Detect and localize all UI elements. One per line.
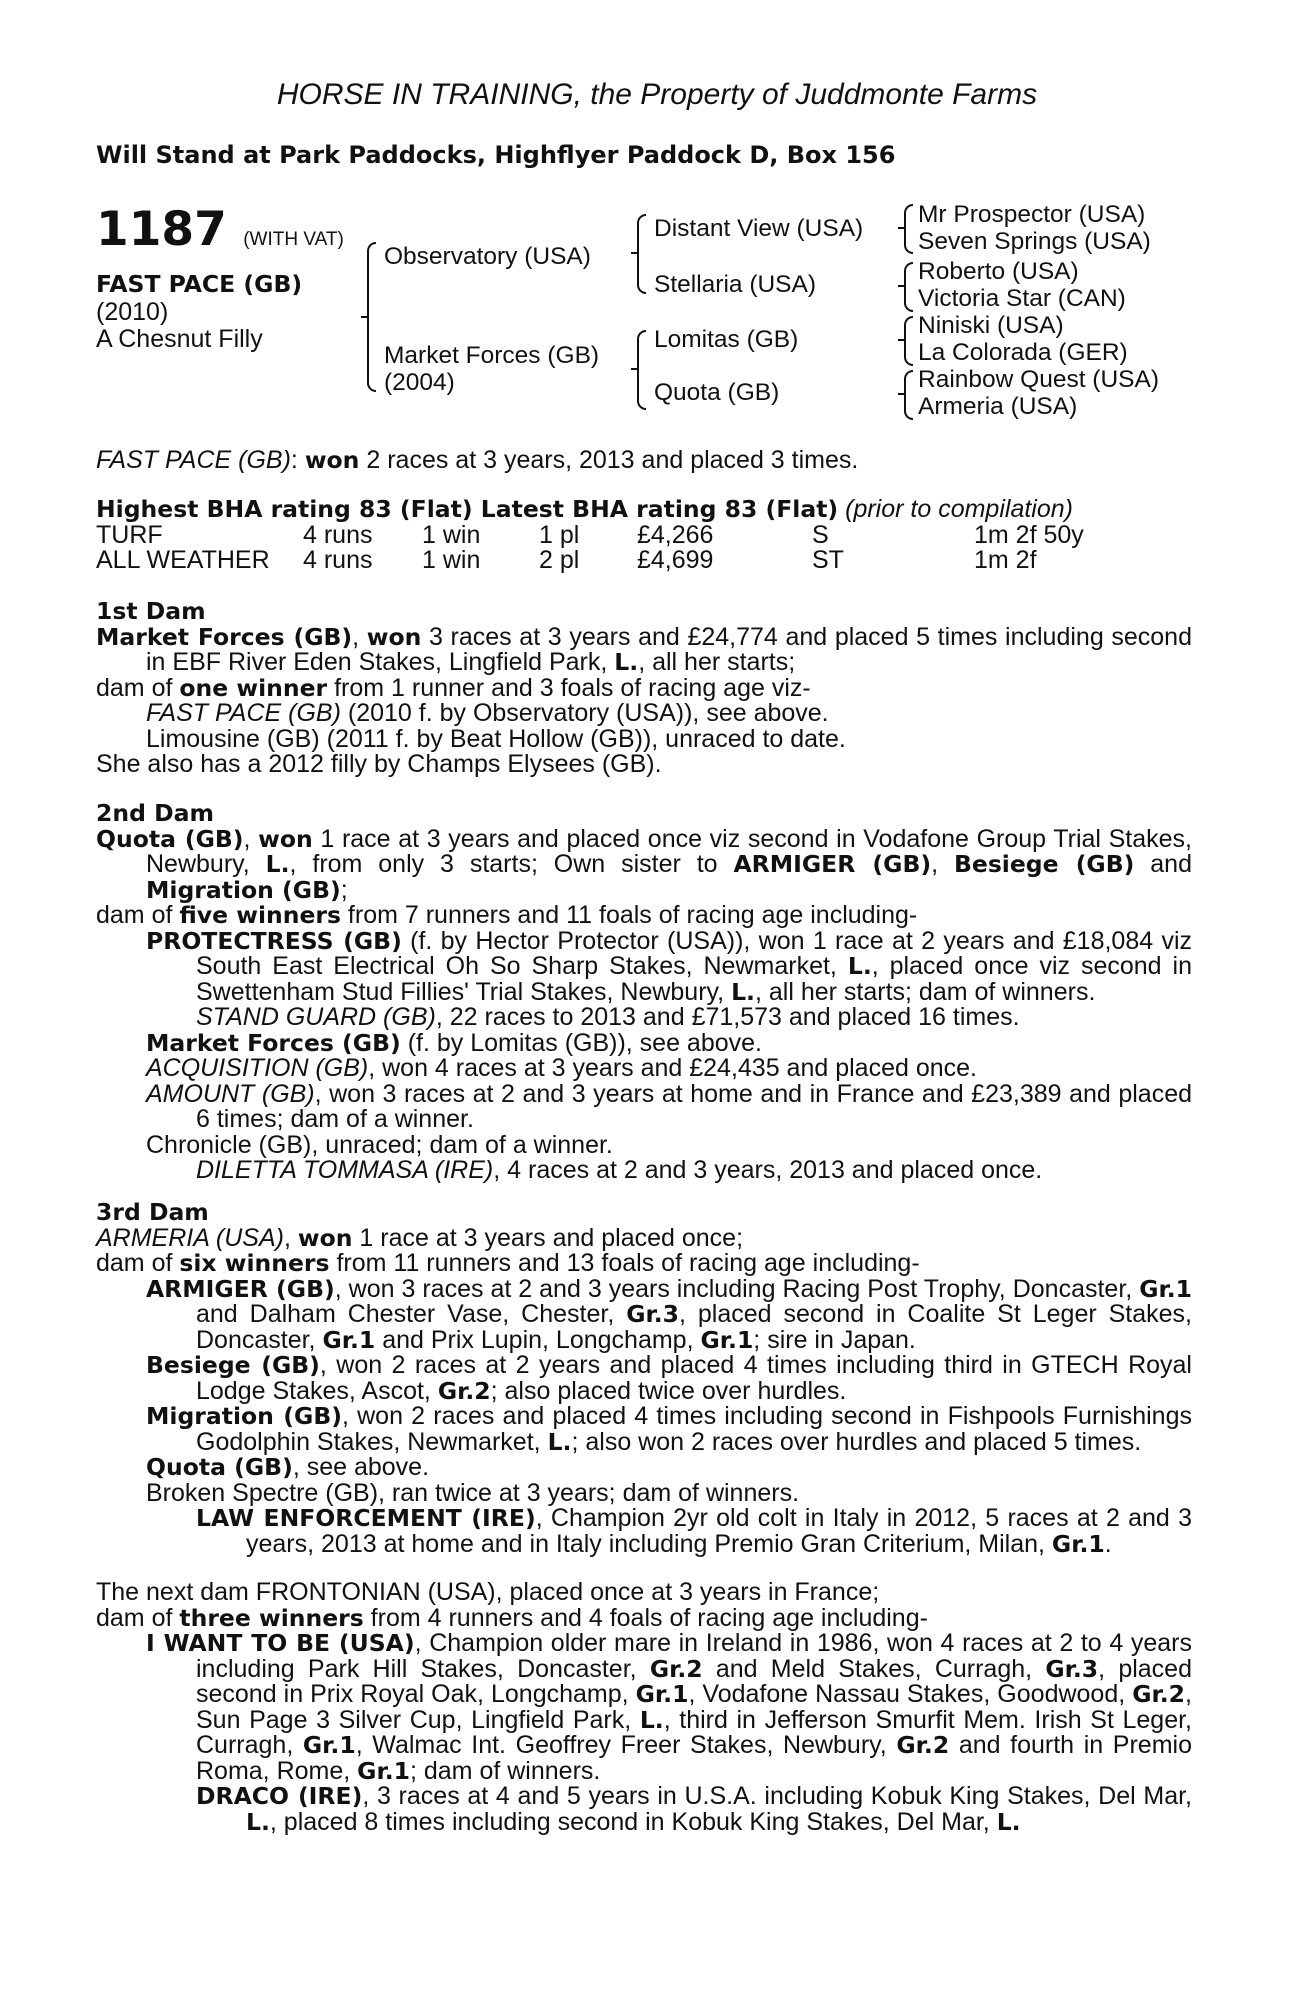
summary-won: won xyxy=(304,446,360,474)
perf-placed: 2 pl xyxy=(539,545,580,574)
text-run: , all her starts; xyxy=(638,648,796,676)
perf-runs: 4 runs xyxy=(303,520,373,549)
text-run: 3 races at 3 years and £24,774 and placed 5 times including second in EBF River Eden Stakes, Lingfield Park, xyxy=(146,622,1192,676)
text-run: from 4 runners and 4 foals of racing age including- xyxy=(363,1603,928,1632)
brace-gen3-3-mid xyxy=(898,339,905,341)
bold-text: ARMIGER (GB) xyxy=(733,850,932,878)
perf-surface: TURF xyxy=(96,520,163,549)
produce-item xyxy=(96,1056,1192,1082)
brace-gen3-4 xyxy=(904,370,913,420)
produce-item xyxy=(96,1404,1192,1455)
bold-text: L. xyxy=(847,952,872,980)
italic-text: ACQUISITION (GB) xyxy=(146,1054,369,1082)
perf-placed: 1 pl xyxy=(539,520,580,549)
produce-item xyxy=(96,1455,1192,1481)
text-run: dam of xyxy=(96,1249,180,1277)
brace-gen1 xyxy=(367,242,376,392)
text-run: and xyxy=(1134,850,1192,878)
text-run: , 3 races at 4 and 5 years in U.S.A. including Kobuk King Stakes, Del Mar, xyxy=(362,1782,1193,1810)
produce-item xyxy=(96,1274,1192,1354)
text-run: (f. by Hector Protector (USA)), won 1 race at 2 years and £18,084 viz South East Electrical Oh So Sharp Stakes, Newmarket, xyxy=(196,926,1192,980)
produce-item xyxy=(96,1028,1192,1057)
text-run: , see above. xyxy=(292,1453,430,1481)
brace-gen3-4-mid xyxy=(898,393,905,395)
text-run: , won 2 races and placed 4 times including second in Fishpools Furnishings Godolphin Stakes, Newmarket, xyxy=(196,1402,1192,1456)
second-dam-section xyxy=(96,801,1192,1184)
produce-item xyxy=(96,701,1192,727)
next-dam-section xyxy=(96,1580,1192,1835)
horse-year: (2010) xyxy=(96,298,169,326)
bold-text: LAW ENFORCEMENT (IRE) xyxy=(196,1504,536,1532)
pedigree-gen3-6: La Colorada (GER) xyxy=(918,339,1128,366)
brace-gen3-1-mid xyxy=(898,227,905,229)
bold-text: five winners xyxy=(179,901,341,929)
bold-text: won xyxy=(297,1223,353,1252)
bold-text: Gr.1 xyxy=(322,1325,376,1354)
text-run: 1 race at 3 years and placed once; xyxy=(352,1223,744,1252)
dam-record xyxy=(96,622,1192,676)
bold-text: Besiege (GB) xyxy=(953,850,1135,878)
pedigree-gen3-4: Victoria Star (CAN) xyxy=(918,285,1126,312)
bold-text: three winners xyxy=(179,1603,364,1632)
bold-text: Migration (GB) xyxy=(146,1402,342,1430)
text-run: , Sun Page 3 Silver Cup, Lingfield Park, xyxy=(196,1680,1192,1734)
bold-text: Gr.2 xyxy=(896,1731,950,1759)
produce-item xyxy=(96,1631,1192,1784)
summary-text: 2 races at 3 years, 2013 and placed 3 times. xyxy=(366,446,859,474)
perf-wins: 1 win xyxy=(422,520,481,549)
pedigree-gen3-5: Niniski (USA) xyxy=(918,312,1064,339)
summary-horse-name: FAST PACE (GB) xyxy=(96,446,291,474)
pedigree-dam-sire: Lomitas (GB) xyxy=(654,326,799,353)
pedigree-gen3-2: Seven Springs (USA) xyxy=(918,228,1151,255)
text-run: , Champion 2yr old colt in Italy in 2012, 5 races at 2 and 3 years, 2013 at home and in Italy including Premio Gran Criterium, Milan, xyxy=(246,1504,1192,1558)
italic-text: STAND GUARD (GB) xyxy=(196,1003,436,1031)
italic-text: ARMERIA (USA) xyxy=(96,1223,284,1252)
pedigree-gen3-8: Armeria (USA) xyxy=(918,393,1078,420)
pedigree-sire-dam: Stellaria (USA) xyxy=(654,271,817,298)
race-summary: FAST PACE (GB): won 2 races at 3 years, 2013 and placed 3 times. xyxy=(96,446,859,474)
pedigree-gen3-1: Mr Prospector (USA) xyxy=(918,201,1146,228)
produce-item: Limousine (GB) (2011 f. by Beat Hollow (GB)), unraced to date. xyxy=(146,724,846,753)
pedigree-dam-dam: Quota (GB) xyxy=(654,379,780,406)
text-run: , placed 8 times including second in Kobuk King Stakes, Del Mar, xyxy=(269,1807,997,1836)
text-run: (f. by Lomitas (GB)), see above. xyxy=(400,1028,762,1057)
bold-text: Gr.1 xyxy=(1051,1529,1105,1558)
text-run: 1 race at 3 years and placed once viz second in Vodafone Group Trial Stakes, Newbury, xyxy=(146,824,1192,878)
third-dam-section xyxy=(96,1200,1192,1557)
lot-number xyxy=(96,202,344,265)
dam-record xyxy=(96,1223,1192,1252)
text-run: , xyxy=(283,1223,298,1252)
text-run: dam of xyxy=(96,1603,180,1632)
perf-distance: 1m 2f 50y xyxy=(974,520,1084,549)
text-run: ; sire in Japan. xyxy=(753,1325,916,1354)
bold-text: ARMIGER (GB) xyxy=(146,1274,335,1303)
pedigree-sire-sire: Distant View (USA) xyxy=(654,215,864,242)
text-run: and Meld Stakes, Curragh, xyxy=(702,1654,1046,1683)
dam-record: The next dam FRONTONIAN (USA), placed once at 3 years in France; xyxy=(96,1578,880,1606)
brace-gen3-2 xyxy=(904,262,913,312)
produce-item xyxy=(96,926,1193,1006)
text-run: ; xyxy=(340,875,348,904)
bold-text: DRACO (IRE) xyxy=(196,1782,363,1810)
text-run: , xyxy=(931,850,954,878)
perf-wins: 1 win xyxy=(422,545,481,574)
produce-item: Broken Spectre (GB), ran twice at 3 years; dam of winners. xyxy=(146,1478,800,1507)
bold-text: Gr.1 xyxy=(700,1325,754,1354)
bold-text: Market Forces (GB) xyxy=(96,622,353,651)
bold-text: L. xyxy=(639,1705,664,1734)
produce-note: She also has a 2012 filly by Champs Elysees (GB). xyxy=(96,750,662,778)
lot-number-value: 1187 xyxy=(96,202,227,257)
bold-text: L. xyxy=(614,648,639,676)
first-dam-section xyxy=(96,599,1192,778)
text-run: from 7 runners and 11 foals of racing age including- xyxy=(340,901,918,929)
rating-note: (prior to compilation) xyxy=(845,495,1073,523)
brace-gen3-3 xyxy=(904,316,913,366)
text-run: , Vodafone Nassau Stakes, Goodwood, xyxy=(688,1680,1133,1708)
brace-gen2-dam xyxy=(637,330,646,410)
text-run: , xyxy=(352,622,367,651)
text-run: , won 3 races at 2 and 3 years including Racing Post Trophy, Doncaster, xyxy=(334,1274,1140,1303)
performance-row-aw xyxy=(96,545,1192,574)
text-run: and Prix Lupin, Longchamp, xyxy=(375,1325,701,1354)
perf-surface: ALL WEATHER xyxy=(96,545,270,574)
bold-text: Quota (GB) xyxy=(146,1453,293,1481)
italic-text: AMOUNT (GB) xyxy=(146,1079,315,1108)
pedigree-gen3-3: Roberto (USA) xyxy=(918,258,1079,285)
bold-text: Migration (GB) xyxy=(146,875,341,904)
section-heading: 1st Dam xyxy=(96,597,206,625)
text-run: , from only 3 starts; Own sister to xyxy=(289,850,734,878)
perf-runs: 4 runs xyxy=(303,545,373,574)
bold-text: Gr.3 xyxy=(626,1300,680,1328)
perf-going: S xyxy=(812,520,829,549)
horse-name: FAST PACE (GB) xyxy=(96,270,303,298)
bold-text: Gr.1 xyxy=(635,1680,689,1708)
performance-row-turf xyxy=(96,520,1192,549)
bold-text: Gr.1 xyxy=(1139,1274,1192,1303)
bold-text: PROTECTRESS (GB) xyxy=(146,926,402,955)
text-run: (2010 f. by Observatory (USA)), see above. xyxy=(340,699,829,727)
brace-gen2-sire-mid xyxy=(631,252,638,254)
text-run: . xyxy=(1104,1529,1112,1558)
bold-text: six winners xyxy=(179,1249,330,1277)
brace-gen3-2-mid xyxy=(898,285,905,287)
text-run: ; also placed twice over hurdles. xyxy=(490,1376,847,1405)
bold-text: won xyxy=(258,824,313,853)
text-run: , won 4 races at 3 years and £24,435 and placed once. xyxy=(368,1054,977,1082)
text-run: from 11 runners and 13 foals of racing age including- xyxy=(329,1249,920,1277)
dam-produce xyxy=(96,673,1192,702)
italic-text: FAST PACE (GB) xyxy=(146,699,341,727)
text-run: dam of xyxy=(96,901,180,929)
bha-rating: Highest BHA rating 83 (Flat) Latest BHA rating 83 (Flat) xyxy=(96,495,839,523)
text-run: , Champion older mare in Ireland in 1986, won 4 races at 2 to 4 years including Park Hill Stakes, Doncaster, xyxy=(196,1629,1193,1683)
perf-distance: 1m 2f xyxy=(974,545,1037,574)
bold-text: L. xyxy=(265,850,290,878)
dam-produce xyxy=(96,1603,1192,1632)
perf-earnings: £4,699 xyxy=(637,545,714,574)
pedigree-sire: Observatory (USA) xyxy=(384,243,591,270)
text-run: , placed second in Prix Royal Oak, Longchamp, xyxy=(196,1654,1192,1708)
text-run: , all her starts; dam of winners. xyxy=(754,977,1096,1006)
vat-note: (WITH VAT) xyxy=(243,229,344,250)
stand-location: Will Stand at Park Paddocks, Highflyer Paddock D, Box 156 xyxy=(96,141,896,169)
text-run: from 1 runner and 3 foals of racing age viz- xyxy=(327,673,811,702)
section-heading: 2nd Dam xyxy=(96,799,214,827)
catalogue-title: HORSE IN TRAINING, the Property of Juddmonte Farms xyxy=(276,78,1038,111)
produce-item xyxy=(96,1158,1192,1184)
text-run: , won 2 races at 2 years and placed 4 times including third in GTECH Royal Lodge Stakes, Ascot, xyxy=(196,1351,1192,1405)
bold-text: Gr.3 xyxy=(1045,1654,1099,1683)
bold-text: Market Forces (GB) xyxy=(146,1028,401,1057)
text-run: and fourth in Premio Roma, Rome, xyxy=(196,1731,1192,1785)
section-heading: 3rd Dam xyxy=(96,1198,209,1226)
brace-gen2-sire xyxy=(637,214,646,294)
text-run: ; dam of winners. xyxy=(409,1756,601,1785)
text-run: , placed second in Coalite St Leger Stakes, Doncaster, xyxy=(196,1300,1192,1354)
text-run: , third in Jefferson Smurfit Mem. Irish St Leger, Curragh, xyxy=(196,1705,1193,1759)
bold-text: L. xyxy=(996,1807,1021,1836)
bold-text: Gr.1 xyxy=(302,1731,356,1759)
brace-gen3-1 xyxy=(904,204,913,254)
rating-section xyxy=(96,497,1192,573)
pedigree-dam-year: (2004) xyxy=(384,369,455,396)
bold-text: Quota (GB) xyxy=(96,824,244,853)
bold-text: Gr.2 xyxy=(437,1376,491,1405)
brace-gen2-dam-mid xyxy=(631,368,638,370)
text-run: , xyxy=(243,824,259,853)
produce-item xyxy=(96,1353,1192,1404)
text-run: , 4 races at 2 and 3 years, 2013 and placed once. xyxy=(493,1156,1043,1184)
dam-record xyxy=(96,824,1192,904)
bold-text: L. xyxy=(547,1427,572,1456)
brace-gen1-mid xyxy=(361,316,368,318)
bold-text: won xyxy=(366,622,422,651)
text-run: , 22 races to 2013 and £71,573 and placed 16 times. xyxy=(435,1003,1020,1031)
bold-text: L. xyxy=(246,1807,270,1836)
bold-text: Gr.1 xyxy=(357,1756,410,1785)
produce-item xyxy=(96,1079,1192,1133)
dam-produce xyxy=(96,903,1192,929)
produce-item: Chronicle (GB), unraced; dam of a winner. xyxy=(146,1130,613,1159)
bold-text: Besiege (GB) xyxy=(146,1351,320,1379)
produce-item xyxy=(96,1005,1192,1031)
produce-item xyxy=(96,1784,1192,1835)
text-run: , won 3 races at 2 and 3 years at home and in France and £23,389 and placed 6 times; dam of a winner. xyxy=(196,1079,1192,1133)
bold-text: I WANT TO BE (USA) xyxy=(146,1629,415,1657)
bold-text: L. xyxy=(731,977,755,1006)
text-run: ; also won 2 races over hurdles and placed 5 times. xyxy=(571,1427,1142,1456)
italic-text: DILETTA TOMMASA (IRE) xyxy=(196,1156,494,1184)
dam-produce xyxy=(96,1251,1192,1277)
horse-description: A Chesnut Filly xyxy=(96,325,263,353)
bold-text: Gr.2 xyxy=(1132,1680,1186,1708)
perf-earnings: £4,266 xyxy=(637,520,714,549)
pedigree-gen3-7: Rainbow Quest (USA) xyxy=(918,366,1160,393)
text-run: , placed once viz second in Swettenham Stud Fillies' Trial Stakes, Newbury, xyxy=(196,952,1193,1006)
pedigree-dam: Market Forces (GB) xyxy=(384,342,600,369)
perf-going: ST xyxy=(812,545,844,574)
text-run: , Walmac Int. Geoffrey Freer Stakes, Newbury, xyxy=(355,1731,897,1759)
bold-text: Gr.2 xyxy=(649,1654,703,1683)
produce-item xyxy=(96,1506,1192,1557)
bold-text: one winner xyxy=(179,673,328,702)
text-run: dam of xyxy=(96,673,180,702)
text-run: and Dalham Chester Vase, Chester, xyxy=(196,1300,627,1328)
